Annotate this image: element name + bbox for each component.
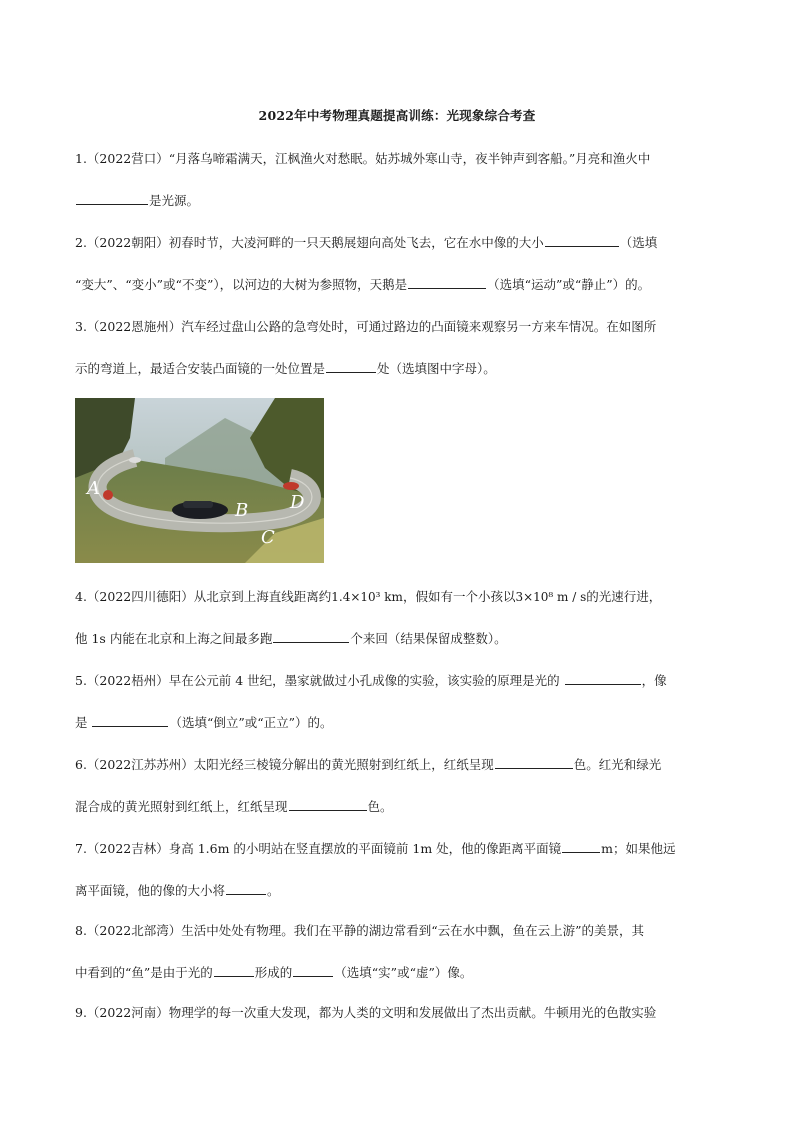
- question-text: 是: [75, 715, 92, 730]
- answer-blank[interactable]: [562, 840, 600, 853]
- question-8-line-1: [75, 922, 725, 940]
- question-text: 8.（2022北部湾）生活中处处有物理。我们在平静的湖边常看到“云在水中飘，鱼在云上游”的美景，其: [75, 923, 645, 938]
- question-5-line-1: [75, 672, 725, 690]
- question-text: “变大”、“变小”或“不变”），以河边的大树为参照物，天鹅是: [75, 277, 408, 292]
- answer-blank[interactable]: [92, 714, 168, 727]
- answer-blank[interactable]: [408, 276, 486, 289]
- answer-blank[interactable]: [289, 798, 367, 811]
- road-sign-icon: [103, 490, 113, 500]
- figure-label-b: B: [235, 500, 249, 521]
- question-text: 离平面镜，他的像的大小将: [75, 883, 226, 898]
- question-text: 5.（2022梧州）早在公元前 4 世纪，墨家就做过小孔成像的实验，该实验的原理是光的: [75, 673, 564, 688]
- answer-blank[interactable]: [326, 360, 376, 373]
- question-text: ，像: [641, 673, 667, 688]
- question-text: （选填“倒立”或“正立”）的。: [169, 715, 333, 730]
- question-9-line-1: [75, 1004, 725, 1022]
- answer-blank[interactable]: [273, 630, 349, 643]
- question-text: 是光源。: [149, 193, 200, 208]
- mountain-road-photo: [75, 398, 324, 563]
- question-1-line-1: [75, 150, 725, 168]
- car-roof: [183, 501, 213, 508]
- question-7-line-1: [75, 840, 725, 858]
- answer-blank[interactable]: [545, 234, 619, 247]
- question-1-line-2: [75, 192, 725, 210]
- question-text: 3.（2022恩施州）汽车经过盘山公路的急弯处时，可通过路边的凸面镜来观察另一方来车情况。在如图所: [75, 319, 657, 334]
- question-text: ，假如有一个小孩以: [402, 589, 516, 604]
- question-2-line-1: [75, 234, 725, 252]
- figure-label-a: A: [87, 478, 100, 499]
- question-text: m；如果他远: [601, 841, 676, 856]
- figure-label-d: D: [290, 492, 305, 513]
- white-car: [129, 457, 141, 463]
- answer-blank[interactable]: [495, 756, 573, 769]
- question-6-line-2: [75, 798, 725, 816]
- answer-blank[interactable]: [226, 882, 266, 895]
- distance-formula: 1.4×10³ km: [331, 590, 403, 604]
- question-3-line-2: [75, 360, 725, 378]
- question-text: 他 1s 内能在北京和上海之间最多跑: [75, 631, 273, 646]
- question-text: 7.（2022吉林）身高 1.6m 的小明站在竖直摆放的平面镜前 1m 处，他的像距离平面镜: [75, 841, 562, 856]
- question-4-line-1: [75, 588, 725, 606]
- speed-formula: 3×10⁸ m / s: [515, 590, 587, 604]
- question-text: 1.（2022营口）“月落乌啼霜满天，江枫渔火对愁眠。姑苏城外寒山寺，夜半钟声到客船。”月亮和渔火中: [75, 151, 651, 166]
- question-text: 处（选填图中字母）。: [377, 361, 496, 376]
- answer-blank[interactable]: [293, 964, 333, 977]
- question-text: 混合成的黄光照射到红纸上，红纸呈现: [75, 799, 288, 814]
- question-text: （选填“运动”或“静止”）的。: [487, 277, 651, 292]
- question-text: （选填“实”或“虚”）像。: [334, 965, 473, 980]
- question-7-line-2: [75, 882, 725, 900]
- answer-blank[interactable]: [214, 964, 254, 977]
- question-3-line-1: [75, 318, 725, 336]
- question-text: 中看到的“鱼”是由于光的: [75, 965, 213, 980]
- question-text: 色。红光和绿光: [573, 757, 662, 772]
- answer-blank[interactable]: [565, 672, 641, 685]
- question-8-line-2: [75, 964, 725, 982]
- document-title: 2022年中考物理真题提高训练：光现象综合考查: [258, 108, 536, 123]
- question-2-line-2: [75, 276, 725, 294]
- question-text: 。: [267, 883, 280, 898]
- question-text: （选填: [619, 235, 658, 250]
- question-text: 形成的: [254, 965, 293, 980]
- question-text: 个来回（结果保留成整数）。: [350, 631, 507, 646]
- mountain-road-illustration: [75, 398, 324, 563]
- question-text: 4.（2022四川德阳）从北京到上海直线距离约: [75, 589, 332, 604]
- question-text: 示的弯道上，最适合安装凸面镜的一处位置是: [75, 361, 326, 376]
- question-text: 2.（2022朝阳）初春时节，大凌河畔的一只天鹅展翅向高处飞去，它在水中像的大小: [75, 235, 544, 250]
- red-car: [283, 482, 299, 490]
- question-text: 9.（2022河南）物理学的每一次重大发现，都为人类的文明和发展做出了杰出贡献。牛顿用光的色散实验: [75, 1005, 657, 1020]
- question-text: 6.（2022江苏苏州）太阳光经三棱镜分解出的黄光照射到红纸上，红纸呈现: [75, 757, 494, 772]
- figure-label-c: C: [261, 527, 275, 548]
- question-4-line-2: [75, 630, 725, 648]
- question-6-line-1: [75, 756, 725, 774]
- question-5-line-2: [75, 714, 725, 732]
- question-text: 色。: [367, 799, 393, 814]
- question-text: 的光速行进，: [586, 589, 662, 604]
- answer-blank[interactable]: [76, 192, 148, 205]
